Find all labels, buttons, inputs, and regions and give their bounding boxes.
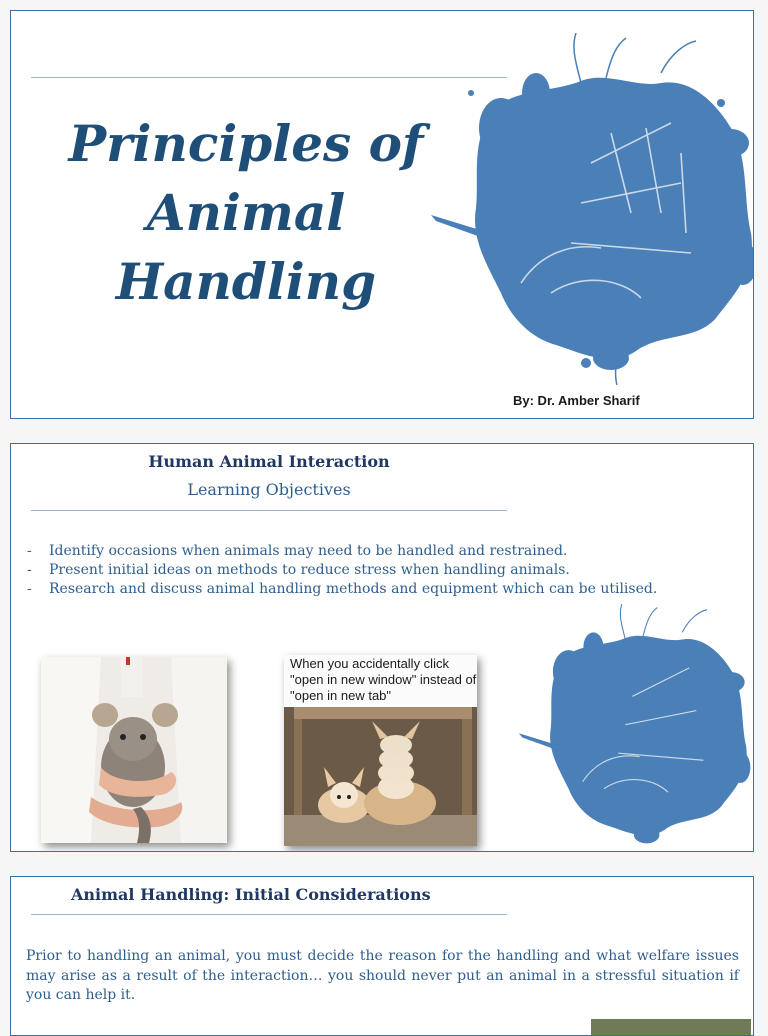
objectives-list	[27, 542, 657, 599]
initial-considerations-slide	[10, 876, 754, 1036]
meme-caption: When you accidentally click "open in new window" instead of "open in new tab"	[290, 656, 477, 703]
learning-objectives-slide	[10, 443, 754, 852]
title-line-3: Handling	[115, 252, 377, 311]
title-line-2: Animal	[146, 183, 346, 242]
section-heading: Human Animal Interaction	[148, 452, 390, 471]
fern-splash-illustration	[516, 604, 754, 852]
section-subheading: Learning Objectives	[187, 480, 351, 499]
list-item: - Identify occasions when animals may need to be handled and restrained.	[27, 543, 568, 559]
section-heading: Animal Handling: Initial Considerations	[71, 885, 431, 904]
list-item: - Present initial ideas on methods to reduce stress when handling animals.	[27, 562, 570, 578]
heading-divider	[31, 510, 507, 511]
page-title	[41, 109, 451, 316]
fern-splash-illustration	[431, 33, 754, 385]
partial-animal-photo	[591, 1019, 751, 1036]
fennec-fox-meme-image	[284, 655, 477, 846]
body-paragraph: Prior to handling an animal, you must decide the reason for the handling and what welfare issues may arise as a result of the interaction… you should never put an animal in a stressful situation if you can help it.	[26, 948, 739, 1003]
heading-divider	[31, 914, 507, 915]
author-credit: By: Dr. Amber Sharif	[513, 393, 640, 408]
title-line-1: Principles of	[68, 114, 424, 173]
chinchilla-handling-photo	[41, 657, 227, 843]
list-item: - Research and discuss animal handling methods and equipment which can be utilised.	[27, 581, 658, 597]
title-slide	[10, 10, 754, 419]
